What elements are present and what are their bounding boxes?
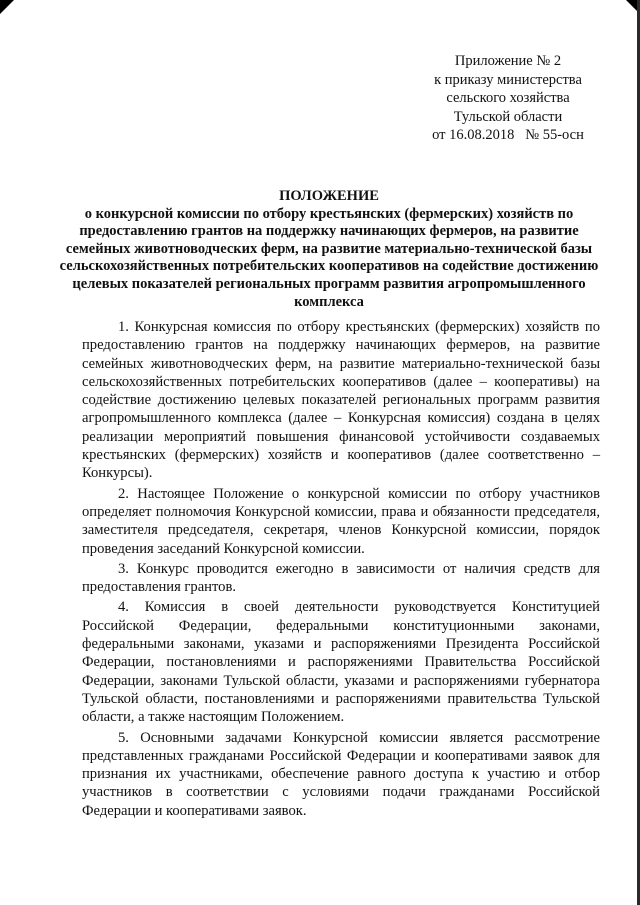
appendix-line-5: от 16.08.2018 № 55-осн bbox=[432, 127, 584, 143]
title-heading: ПОЛОЖЕНИЕ bbox=[279, 188, 379, 204]
paragraph-1: 1. Конкурсная комиссия по отбору крестьянских (фермерских) хозяйств по предоставлению грантов на поддержку начинающих фермеров, на развитие семейных животноводческих ферм, на развитие материально-технической базы сельскохозяйственных потребительских кооперативов (далее – кооперативы) на содействие достижению целевых показателей региональных программ развития агропромышленного комплекса (далее – Конкурсная комиссия) создана в целях реализации мероприятий повышения финансовой устойчивости создаваемых крестьянских (фермерских) хозяйств и кооперативов (далее соответственно – Конкурсы). bbox=[82, 319, 600, 482]
paragraph-4: 4. Комиссия в своей деятельности руководствуется Конституцией Российской Федерации, федеральными конституционными законами, федеральными законами, указами и распоряжениями Президента Российской Федерации, постановлениями и распоряжениями Правительства Российской Федерации, законами Тульской области, указами и распоряжениями губернатора Тульской области, постановлениями и распоряжениями правительства Тульской области, а также настоящим Положением. bbox=[82, 599, 600, 726]
paragraph-2: 2. Настоящее Положение о конкурсной комиссии по отбору участников определяет полномочия Конкурсной комиссии, права и обязанности председателя, заместителя председателя, секретаря, членов Конкурсной комиссии, порядок проведения заседаний Конкурсной комиссии. bbox=[82, 485, 600, 557]
appendix-block bbox=[398, 52, 618, 145]
appendix-line-3: сельского хозяйства bbox=[446, 90, 570, 106]
appendix-line-4: Тульской области bbox=[453, 108, 563, 125]
appendix-line-2: к приказу министерства bbox=[434, 71, 582, 88]
scan-corner-mark-left bbox=[0, 0, 14, 14]
appendix-line-1: Приложение № 2 bbox=[454, 53, 562, 69]
paragraph-3: 3. Конкурс проводится ежегодно в зависимости от наличия средств для предоставления грантов. bbox=[82, 560, 600, 596]
document-body bbox=[82, 318, 600, 822]
title-subtitle: о конкурсной комиссии по отбору крестьянских (фермерских) хозяйств по предоставлению грантов на поддержку начинающих фермеров, на развитие семейных животноводческих ферм, на развитие материально-технической базы сельскохозяйственных потребительских кооперативов на содействие достижению целевых показателей региональных программ развития агропромышленного комплекса bbox=[59, 205, 599, 310]
paragraph-5: 5. Основными задачами Конкурсной комиссии является рассмотрение представленных гражданами Российской Федерации и кооперативами заявок для признания их участниками, обеспечение равного доступа к участию и отбор участников в соответствии с условиями подачи гражданами Российской Федерации и кооперативами заявок. bbox=[82, 729, 600, 819]
document-title bbox=[54, 188, 604, 311]
